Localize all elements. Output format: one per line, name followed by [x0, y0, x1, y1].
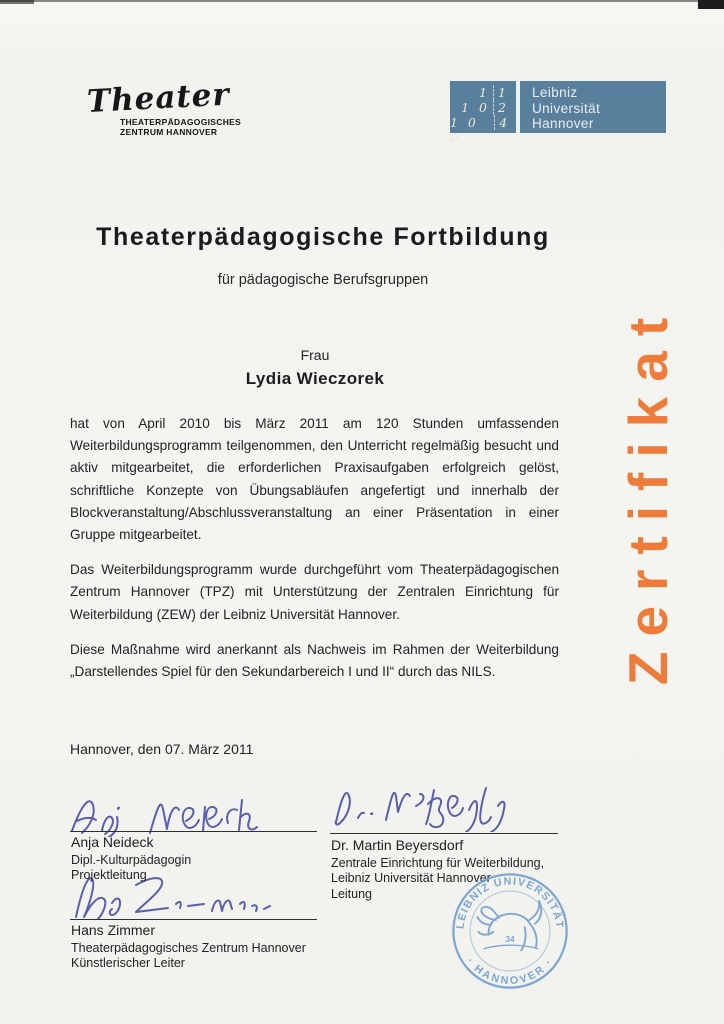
binary-row	[450, 100, 509, 115]
body-paragraph-2: Das Weiterbildungsprogramm wurde durchgeführt vom Theaterpädagogischen Zentrum Hannover (TPZ) mit Unterstützung der Zentralen Einrichtung für Weiterbildung (ZEW) der Leibniz Universität Hannover.	[70, 562, 559, 622]
zertifikat-watermark: Zertifikat	[617, 302, 679, 686]
stamp-inner-ring	[470, 891, 550, 971]
binary-row	[450, 85, 509, 100]
scan-edge	[0, 0, 724, 2]
tpz-logo	[86, 76, 242, 137]
certificate-body	[70, 413, 559, 696]
tpz-logo-line1: THEATERPÄDAGOGISCHES	[120, 117, 242, 127]
signatory-name: Hans Zimmer	[71, 922, 156, 938]
uni-name-line: Leibniz	[532, 85, 578, 100]
signatory-anja-neideck	[71, 835, 191, 884]
scan-artifact	[0, 0, 34, 4]
binary-right: 1	[493, 85, 509, 100]
binary-left: 1	[479, 84, 490, 100]
scan-artifact	[698, 0, 724, 9]
binary-left: 1 0	[461, 99, 490, 115]
certificate-subtitle: für pädagogische Berufsgruppen	[217, 272, 429, 288]
salutation: Frau	[300, 347, 330, 363]
tpz-logo-line2: ZENTRUM HANNOVER	[120, 127, 218, 137]
signatory-role: Künstlerischer Leiter	[71, 956, 185, 970]
leibniz-name-block	[520, 81, 666, 133]
binary-left: 1 0 0	[450, 114, 479, 145]
signatory-role: Theaterpädagogisches Zentrum Hannover	[71, 940, 306, 955]
binary-row	[450, 114, 509, 145]
stamp-arc-bottom-text: · HANNOVER ·	[464, 955, 556, 988]
signature-rule	[70, 831, 317, 832]
date-line: Hannover, den 07. März 2011	[70, 741, 254, 757]
signatory-name: Anja Neideck	[71, 834, 154, 850]
recipient-name: Lydia Wieczorek	[245, 369, 385, 388]
signatory-name: Dr. Martin Beyersdorf	[331, 837, 464, 853]
binary-right: 4	[494, 115, 509, 130]
binary-right: 2	[493, 100, 509, 115]
signatory-role: Leibniz Universität Hannover	[331, 871, 491, 885]
signature-rule	[330, 833, 558, 834]
leibniz-university-logo	[450, 81, 666, 145]
tpz-logo-script: Theater	[86, 76, 231, 120]
uni-name-line: Hannover	[532, 116, 594, 131]
signatory-role: Leitung	[331, 886, 373, 901]
signatory-role: Projektleitung	[71, 868, 147, 882]
signatory-role: Dipl.-Kulturpädagogin	[71, 852, 192, 867]
leibniz-binary-icon	[450, 81, 516, 145]
university-stamp	[445, 866, 575, 996]
signatory-hans-zimmer	[71, 923, 306, 972]
certificate-title: Theaterpädagogische Fortbildung	[96, 223, 550, 251]
uni-name-line: Universität	[532, 100, 601, 116]
signature-martin-beyersdorf-handwriting	[328, 782, 560, 832]
body-paragraph-3: Diese Maßnahme wird anerkannt als Nachweis im Rahmen der Weiterbildung „Darstellendes Spiel für den Sekundarbereich I und II“ durch das NILS.	[70, 641, 559, 680]
signature-rule	[70, 919, 317, 920]
stamp-arc-top-text: LEIBNIZ UNIVERSITÄT	[454, 875, 566, 930]
stamp-number: 34	[505, 934, 515, 945]
tpz-logo-subtext	[120, 117, 241, 137]
body-paragraph-1: hat von April 2010 bis März 2011 am 120 Stunden umfassenden Weiterbildungsprogramm teilgenommen, den Unterricht regelmäßig besucht und aktiv mitgearbeitet, die erforderlichen Praxisaufgaben erfolgreich gelöst, schriftliche Konzepte von Übungsabläufen angefertigt und innerhalb der Blockveranstaltung/Abschlussveranstaltung an einer Präsentation in einer Gruppe mitgearbeitet.	[70, 416, 559, 543]
signatory-role: Zentrale Einrichtung für Weiterbildung,	[331, 855, 545, 870]
